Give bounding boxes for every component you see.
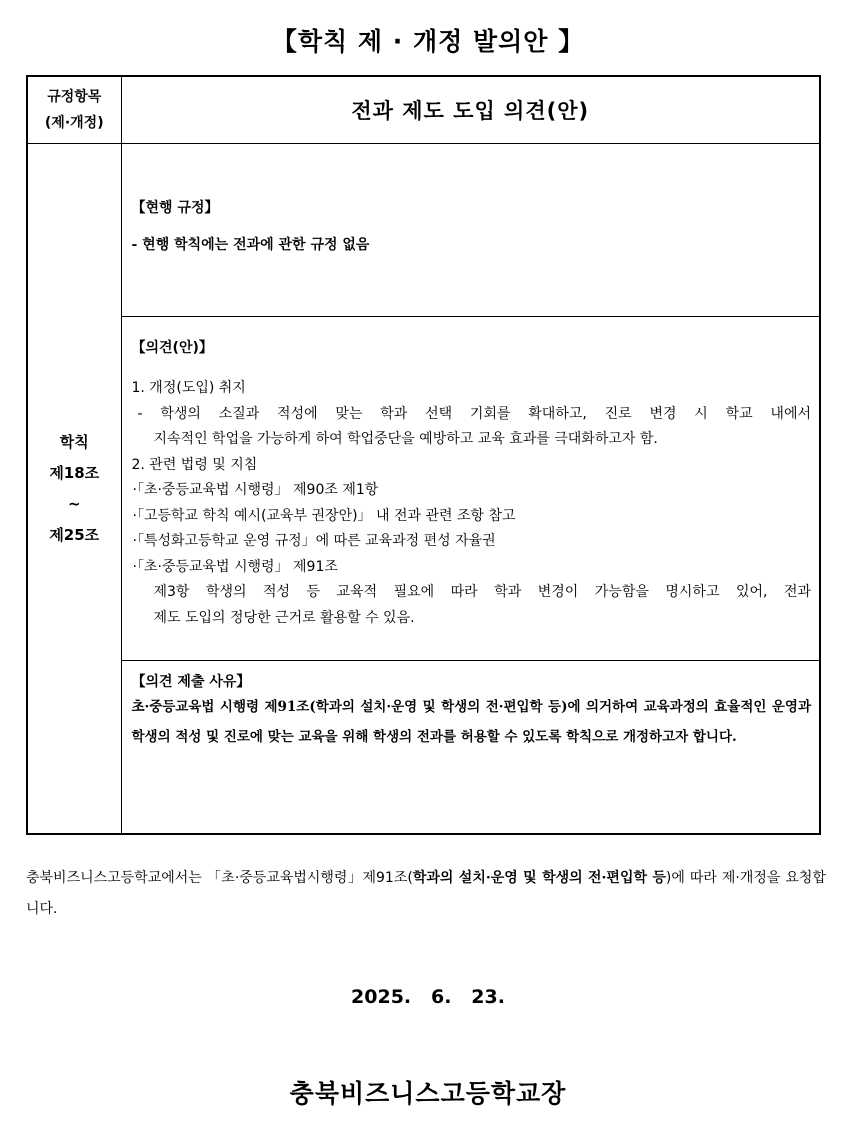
opinion-line: ·「고등학교 학칙 예시(교육부 권장안)」 내 전과 관련 조항 참고	[132, 507, 516, 524]
article-line1: 학칙	[59, 432, 89, 451]
request-paragraph-part3: )에 따라 제·개정을 요청합니다.	[26, 870, 826, 917]
opinion-row	[27, 317, 820, 661]
opinion-line: ·「초·중등교육법 시행령」 제91조	[132, 558, 338, 575]
school-signature: 충북비즈니스고등학교장	[289, 1079, 567, 1108]
current-regulation-heading: 【현행 규정】	[131, 200, 219, 216]
reason-heading: 【의견 제출 사유】	[131, 674, 251, 690]
current-regulation-text: - 현행 학칙에는 전과에 관한 규정 없음	[131, 237, 370, 253]
reason-text: 초·중등교육법 시행령 제91조(학과의 설치·운영 및 학생의 전·편입학 등)에 의거하여 교육과정의 효율적인 운영과 학생의 적성 및 진로에 맞는 교육을 위해 학생의 전과를 허용할 수 있도록 학칙으로 개정하고자 합니다.	[131, 699, 811, 745]
opinion-line: ·「초·중등교육법 시행령」 제90조 제1항	[132, 482, 379, 498]
article-line2: 제18조	[49, 463, 100, 482]
opinion-line: ·「특성화고등학교 운영 규정」에 따른 교육과정 편성 자율권	[132, 533, 496, 549]
document-title: 【학칙 제 · 개정 발의안 】	[271, 27, 585, 56]
request-paragraph	[26, 863, 826, 925]
opinion-line: 2. 관련 법령 및 지침	[131, 456, 258, 473]
opinion-line: 지속적인 학업을 가능하게 하여 학업중단을 예방하고 교육 효과를 극대화하고자 함.	[153, 431, 658, 447]
header-regulation-item	[27, 76, 121, 144]
request-paragraph-part1: 충북비즈니스고등학교에서는 「초·중등교육법시행령」제91조(	[26, 870, 413, 886]
current-regulation-row	[27, 144, 820, 317]
proposal-table	[26, 75, 821, 835]
current-regulation-section	[121, 144, 820, 317]
opinion-line: - 학생의 소질과 적성에 맞는 학과 선택 기회를 확대하고, 진로 변경 시 학교 내에서	[137, 405, 811, 422]
opinion-line: 제도 도입의 정당한 근거로 활용할 수 있음.	[153, 609, 415, 626]
reason-row	[27, 661, 820, 835]
document-date: 2025. 6. 23.	[351, 986, 505, 1008]
article-line4: 제25조	[49, 525, 100, 544]
header-left-line1: 규정항목	[47, 89, 102, 105]
opinion-line: 1. 개정(도입) 취지	[131, 380, 246, 396]
reason-section	[121, 661, 820, 835]
request-paragraph-bold: 학과의 설치·운영 및 학생의 전·편입학 등	[412, 870, 666, 886]
article-range	[27, 144, 121, 835]
header-left-line2: (제·개정)	[44, 115, 104, 131]
article-line3: ~	[67, 494, 81, 513]
opinion-heading: 【의견(안)】	[131, 340, 213, 356]
opinion-line: 제3항 학생의 적성 등 교육적 필요에 따라 학과 변경이 가능함을 명시하고 있어, 전과	[153, 584, 811, 600]
header-proposal-title: 전과 제도 도입 의견(안)	[121, 76, 820, 144]
opinion-section	[121, 317, 820, 661]
table-header-row	[27, 76, 820, 144]
opinion-list	[132, 376, 812, 631]
